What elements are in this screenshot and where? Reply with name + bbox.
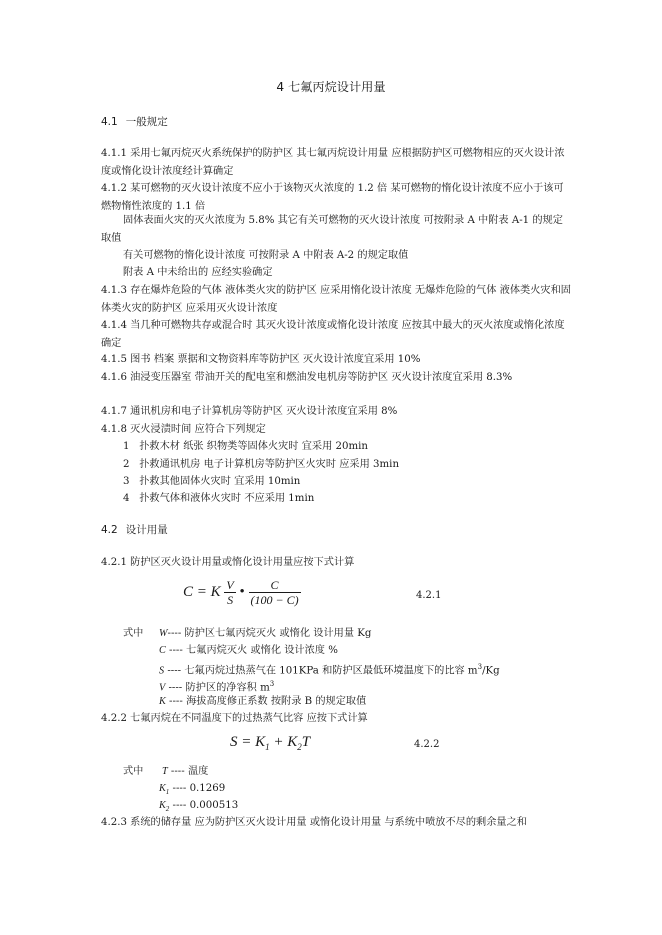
section-number: 4.2 [101,524,118,536]
where-label: 式中 [123,766,144,777]
section-label: 一般规定 [125,116,168,128]
section-number: 4.1 [101,116,118,128]
section-label: 设计用量 [125,524,168,536]
where-row-t: T ---- 温度 [162,766,209,777]
where-label: 式中 [123,628,144,639]
where-row-k: K ---- 海拔高度修正系数 按附录 B 的规定取值 [159,696,367,707]
clause-4-2-3: 4.2.3 系统的储存量 应为防护区灭火设计用量 或惰化设计用量 与系统中喷放不尽的剩余量之和 [101,817,527,828]
where-row-s: S ---- 七氟丙烷过热蒸气在 101KPa 和防护区最低环境温度下的比容 $m^3/Kg$ [159,663,500,677]
where-row-k1: $K_1$ ---- 0.1269 [159,783,226,797]
clause-4-2-2: 4.2.2 七氟丙烷在不同温度下的过热蒸气比容 应按下式计算 [101,713,368,724]
list-item: 1 扑救木材 纸张 织物类等固体火灾时 宜采用 20min [123,441,368,452]
section-heading-4-2 [101,522,168,537]
fraction-c-over-100-minus-c: $\frac{C}{(100 - C)}$ [250,578,299,607]
chapter-title: 4 七氟丙烷设计用量 [276,80,386,94]
list-item: 3 扑救其他固体火灾时 宜采用 10min [123,476,301,487]
clause-4-1-2-experiment: 附表 A 中未给出的 应经实验确定 [123,267,273,278]
clause-4-1-2-inert: 有关可燃物的惰化设计浓度 可按附录 A 中附表 A-2 的规定取值 [123,250,409,261]
clause-4-1-2-solid: 固体表面火灾的灭火浓度为 5.8% 其它有关可燃物的灭火设计浓度 可按附录 A 中附表 A-1 的规定取值 [101,215,563,244]
formula-number: 4.2.2 [414,739,440,750]
clause-4-1-2: 4.1.2 某可燃物的灭火设计浓度不应小于该物灭火浓度的 1.2 倍 某可燃物的惰化设计浓度不应小于该可燃物惰性浓度的 1.1 倍 [101,183,564,212]
where-row-w: W---- 防护区七氟丙烷灭火 或惰化 设计用量 Kg [159,628,372,639]
clause-4-1-5: 4.1.5 图书 档案 票据和文物资料库等防护区 灭火设计浓度宜采用 10% [101,354,421,365]
clause-4-1-6: 4.1.6 油浸变压器室 带油开关的配电室和燃油发电机房等防护区 灭火设计浓度宜采用 8.3% [101,372,513,383]
clause-4-1-1: 4.1.1 采用七氟丙烷灭火系统保护的防护区 其七氟丙烷设计用量 应根据防护区可燃物相应的灭火设计浓度或惰化设计浓度经计算确定 [101,148,565,177]
where-row-v: V ---- 防护区的净容积 $m^3$ [159,680,275,694]
section-heading-4-1 [101,114,168,129]
clause-4-1-4: 4.1.4 当几种可燃物共存或混合时 其灭火设计浓度或惰化设计浓度 应按其中最大的灭火浓度或惰化浓度确定 [101,320,565,349]
formula-4-2-1: C = K $\frac{V}{S}$ • $\frac{C}{(100 - C)}$ [183,578,299,607]
clause-4-1-3: 4.1.3 存在爆炸危险的气体 液体类火灾的防护区 应采用惰化设计浓度 无爆炸危险的气体 液体类火灾和固体类火灾的防护区 应采用灭火设计浓度 [101,285,571,314]
list-item: 4 扑救气体和液体火灾时 不应采用 1min [123,493,315,504]
where-row-c: C ---- 七氟丙烷灭火 或惰化 设计浓度 % [159,645,338,656]
clause-4-2-1: 4.2.1 防护区灭火设计用量或惰化设计用量应按下式计算 [101,557,355,568]
where-row-k2: $K_2$ ---- 0.000513 [159,800,239,814]
clause-4-1-8: 4.1.8 灭火浸渍时间 应符合下列规定 [101,424,266,435]
formula-number: 4.2.1 [416,590,442,601]
clause-4-1-7: 4.1.7 通讯机房和电子计算机房等防护区 灭火设计浓度宜采用 8% [101,406,398,417]
formula-4-2-2: $S = K_1 + K_2T$ [230,734,311,752]
list-item: 2 扑救通讯机房 电子计算机房等防护区火灾时 应采用 3min [123,459,400,470]
fraction-v-over-s: $\frac{V}{S}$ [226,578,234,607]
